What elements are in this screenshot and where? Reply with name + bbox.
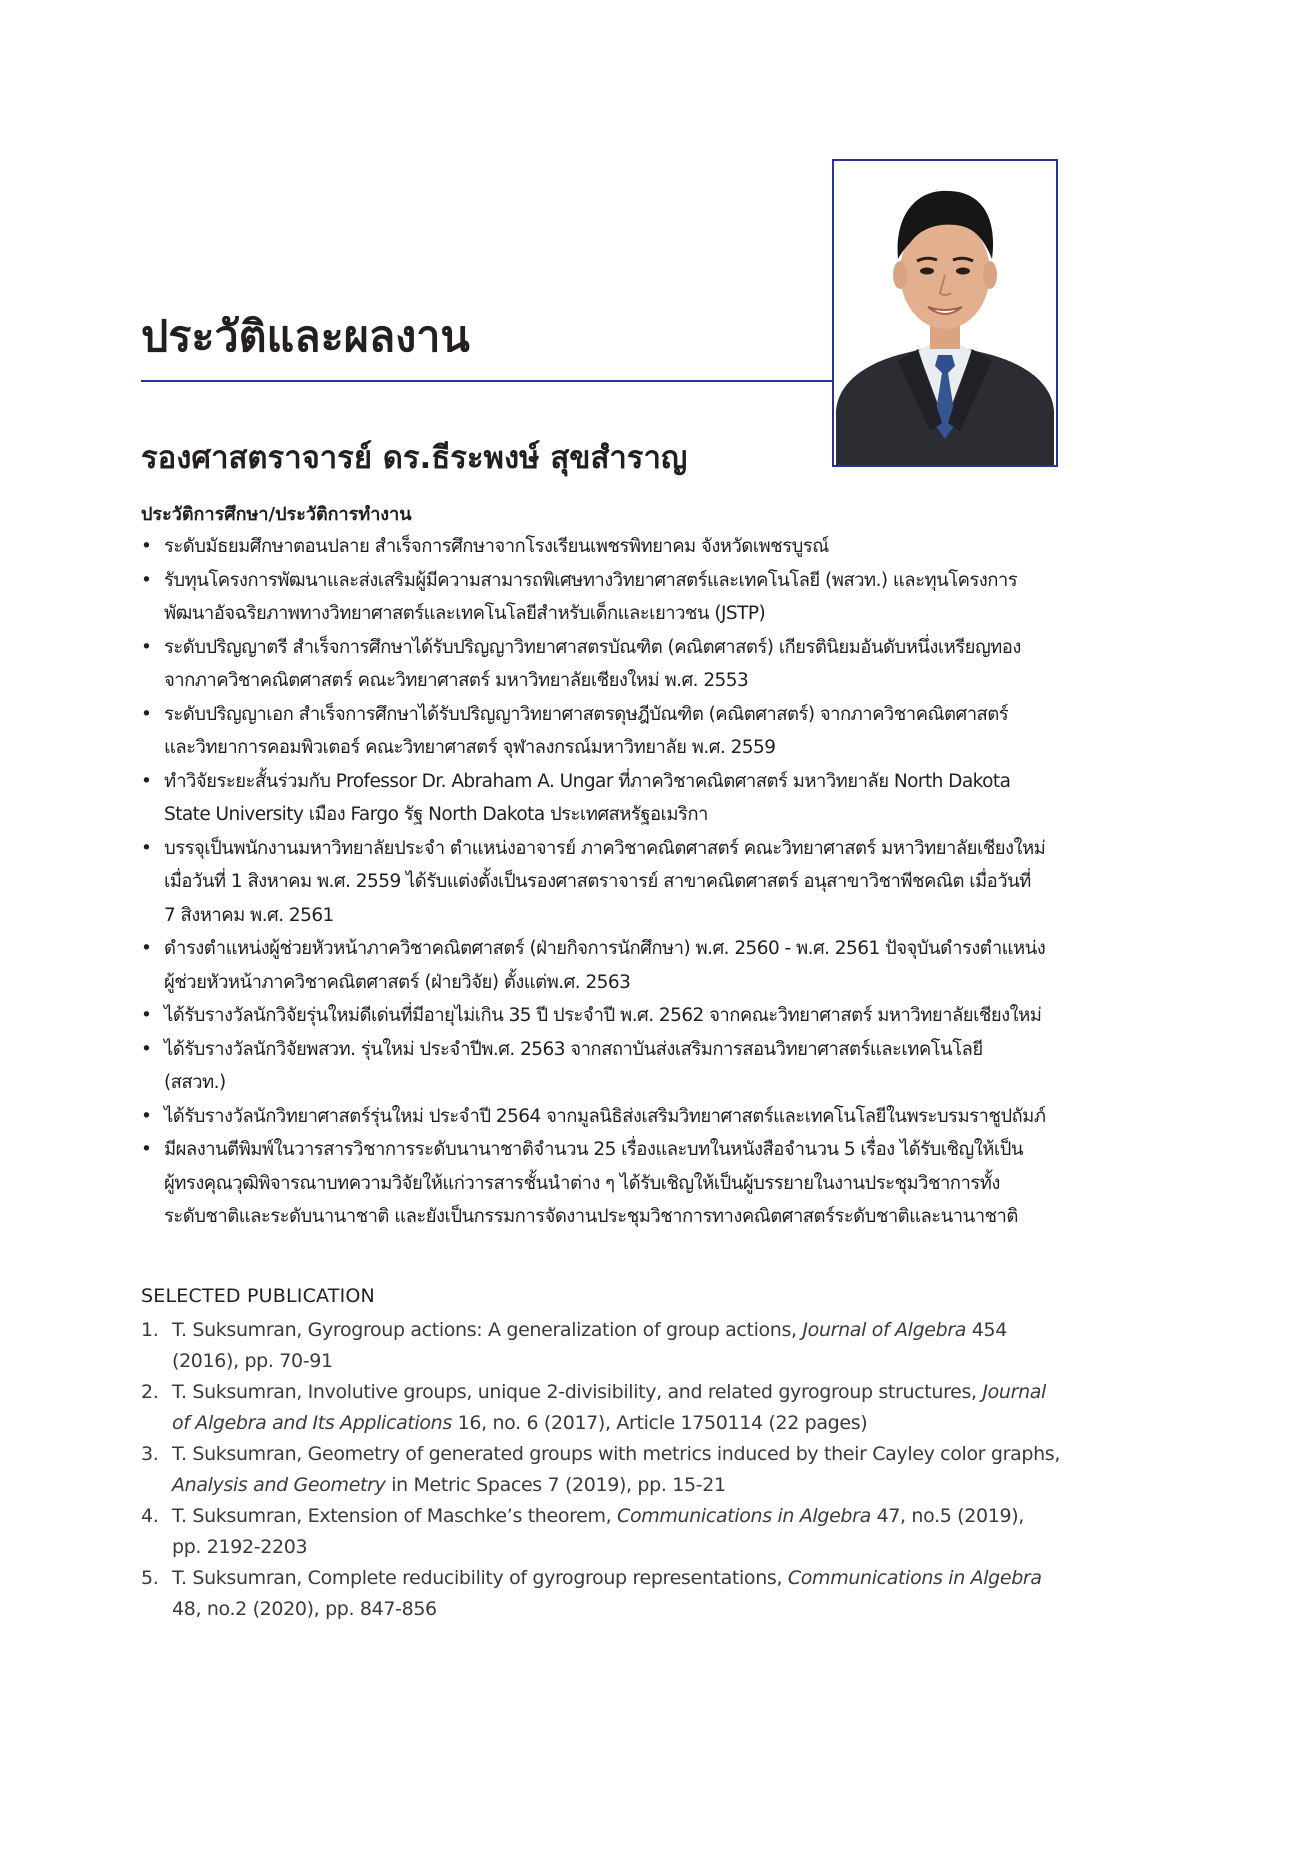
- publication-item: 2. T. Suksumran, Involutive groups, unique 2-divisibility, and related gyrogroup structures, Journal of Algebra and Its Applications 16, no. 6 (2017), Article 1750114 (22 pages): [141, 1377, 1071, 1439]
- list-item: • ดำรงตำแหน่งผู้ช่วยหัวหน้าภาควิชาคณิตศาสตร์ (ฝ่ายกิจการนักศึกษา) พ.ศ. 2560 - พ.ศ. 2561 ปัจจุบันดำรงตำแหน่ง ผู้ช่วยหัวหน้าภาควิชาคณิตศาสตร์ (ฝ่ายวิจัย) ตั้งแต่พ.ศ. 2563: [141, 932, 1071, 999]
- publication-number: 3.: [141, 1443, 159, 1465]
- bullet-icon: •: [141, 1139, 152, 1160]
- person-name: รองศาสตราจารย์ ดร.ธีระพงษ์ สุขสำราญ: [141, 440, 688, 476]
- biography-list: [141, 530, 1071, 1234]
- list-item: • รับทุนโครงการพัฒนาและส่งเสริมผู้มีความสามารถพิเศษทางวิทยาศาสตร์และเทคโนโลยี (พสวท.) และทุนโครงการ พัฒนาอัจฉริยภาพทางวิทยาศาสตร์และเทคโนโลยีสำหรับเด็กและเยาวชน (JSTP): [141, 564, 1071, 631]
- portrait-illustration: [834, 161, 1056, 465]
- publications-heading: SELECTED PUBLICATION: [141, 1285, 375, 1307]
- publication-number: 1.: [141, 1319, 159, 1341]
- list-item: • ระดับมัธยมศึกษาตอนปลาย สำเร็จการศึกษาจากโรงเรียนเพชรพิทยาคม จังหวัดเพชรบูรณ์: [141, 530, 1071, 564]
- bullet-icon: •: [141, 1038, 152, 1060]
- list-item: • ได้รับรางวัลนักวิจัยรุ่นใหม่ดีเด่นที่มีอายุไม่เกิน 35 ปี ประจำปี พ.ศ. 2562 จากคณะวิทยาศาสตร์ มหาวิทยาลัยเชียงใหม่: [141, 999, 1071, 1033]
- publication-number: 2.: [141, 1381, 159, 1403]
- list-item: • ได้รับรางวัลนักวิทยาศาสตร์รุ่นใหม่ ประจำปี 2564 จากมูลนิธิส่งเสริมวิทยาศาสตร์และเทคโนโลยีในพระบรมราชูปถัมภ์: [141, 1100, 1071, 1134]
- publications-list: [141, 1315, 1071, 1625]
- publication-item: 5. T. Suksumran, Complete reducibility of gyrogroup representations, Communications in Algebra 48, no.2 (2020), pp. 847-856: [141, 1563, 1071, 1625]
- biography-heading: ประวัติการศึกษา/ประวัติการทำงาน: [141, 504, 412, 525]
- publication-item: 3. T. Suksumran, Geometry of generated groups with metrics induced by their Cayley color graphs, Analysis and Geometry in Metric Spaces 7 (2019), pp. 15-21: [141, 1439, 1071, 1501]
- publication-item: 1. T. Suksumran, Gyrogroup actions: A generalization of group actions, Journal of Algebra 454 (2016), pp. 70-91: [141, 1315, 1071, 1377]
- portrait-photo: [832, 159, 1058, 467]
- bullet-icon: •: [141, 569, 152, 591]
- list-item: • ทำวิจัยระยะสั้นร่วมกับ Professor Dr. Abraham A. Ungar ที่ภาควิชาคณิตศาสตร์ มหาวิทยาลัย North Dakota State University เมือง Fargo รัฐ North Dakota ประเทศสหรัฐอเมริกา: [141, 765, 1071, 832]
- publication-number: 5.: [141, 1567, 159, 1589]
- bullet-icon: •: [141, 536, 152, 557]
- list-item: • มีผลงานตีพิมพ์ในวารสารวิชาการระดับนานาชาติจำนวน 25 เรื่องและบทในหนังสือจำนวน 5 เรื่อง ได้รับเชิญให้เป็น ผู้ทรงคุณวุฒิพิจารณาบทความวิจัยให้แก่วารสารชั้นนำต่าง ๆ ได้รับเชิญให้เป็นผู้บรรยายในงานประชุมวิชาการทั้ง ระดับชาติและระดับนานาชาติ และยังเป็นกรรมการจัดงานประชุมวิชาการทางคณิตศาสตร์ระดับชาติและนานาชาติ: [141, 1133, 1071, 1234]
- bullet-icon: •: [141, 1005, 152, 1026]
- bullet-icon: •: [141, 770, 152, 792]
- title-divider: [141, 380, 833, 382]
- list-item: • ระดับปริญญาเอก สำเร็จการศึกษาได้รับปริญญาวิทยาศาสตรดุษฎีบัณฑิต (คณิตศาสตร์) จากภาควิชาคณิตศาสตร์ และวิทยาการคอมพิวเตอร์ คณะวิทยาศาสตร์ จุฬาลงกรณ์มหาวิทยาลัย พ.ศ. 2559: [141, 698, 1071, 765]
- bullet-icon: •: [141, 837, 152, 859]
- publication-item: 4. T. Suksumran, Extension of Maschke’s theorem, Communications in Algebra 47, no.5 (2019), pp. 2192-2203: [141, 1501, 1071, 1563]
- list-item: • บรรจุเป็นพนักงานมหาวิทยาลัยประจำ ตำแหน่งอาจารย์ ภาควิชาคณิตศาสตร์ คณะวิทยาศาสตร์ มหาวิทยาลัยเชียงใหม่ เมื่อวันที่ 1 สิงหาคม พ.ศ. 2559 ได้รับแต่งตั้งเป็นรองศาสตราจารย์ สาขาคณิตศาสตร์ อนุสาขาวิชาพีชคณิต เมื่อวันที่ 7 สิงหาคม พ.ศ. 2561: [141, 832, 1071, 933]
- bullet-icon: •: [141, 938, 152, 959]
- page-title: ประวัติและผลงาน: [141, 312, 470, 362]
- bullet-icon: •: [141, 1105, 152, 1127]
- bullet-icon: •: [141, 703, 152, 725]
- list-item: • ได้รับรางวัลนักวิจัยพสวท. รุ่นใหม่ ประจำปีพ.ศ. 2563 จากสถาบันส่งเสริมการสอนวิทยาศาสตร์และเทคโนโลยี (สสวท.): [141, 1033, 1071, 1100]
- bullet-icon: •: [141, 636, 152, 658]
- publication-number: 4.: [141, 1505, 159, 1527]
- list-item: • ระดับปริญญาตรี สำเร็จการศึกษาได้รับปริญญาวิทยาศาสตรบัณฑิต (คณิตศาสตร์) เกียรตินิยมอันดับหนึ่งเหรียญทอง จากภาควิชาคณิตศาสตร์ คณะวิทยาศาสตร์ มหาวิทยาลัยเชียงใหม่ พ.ศ. 2553: [141, 631, 1071, 698]
